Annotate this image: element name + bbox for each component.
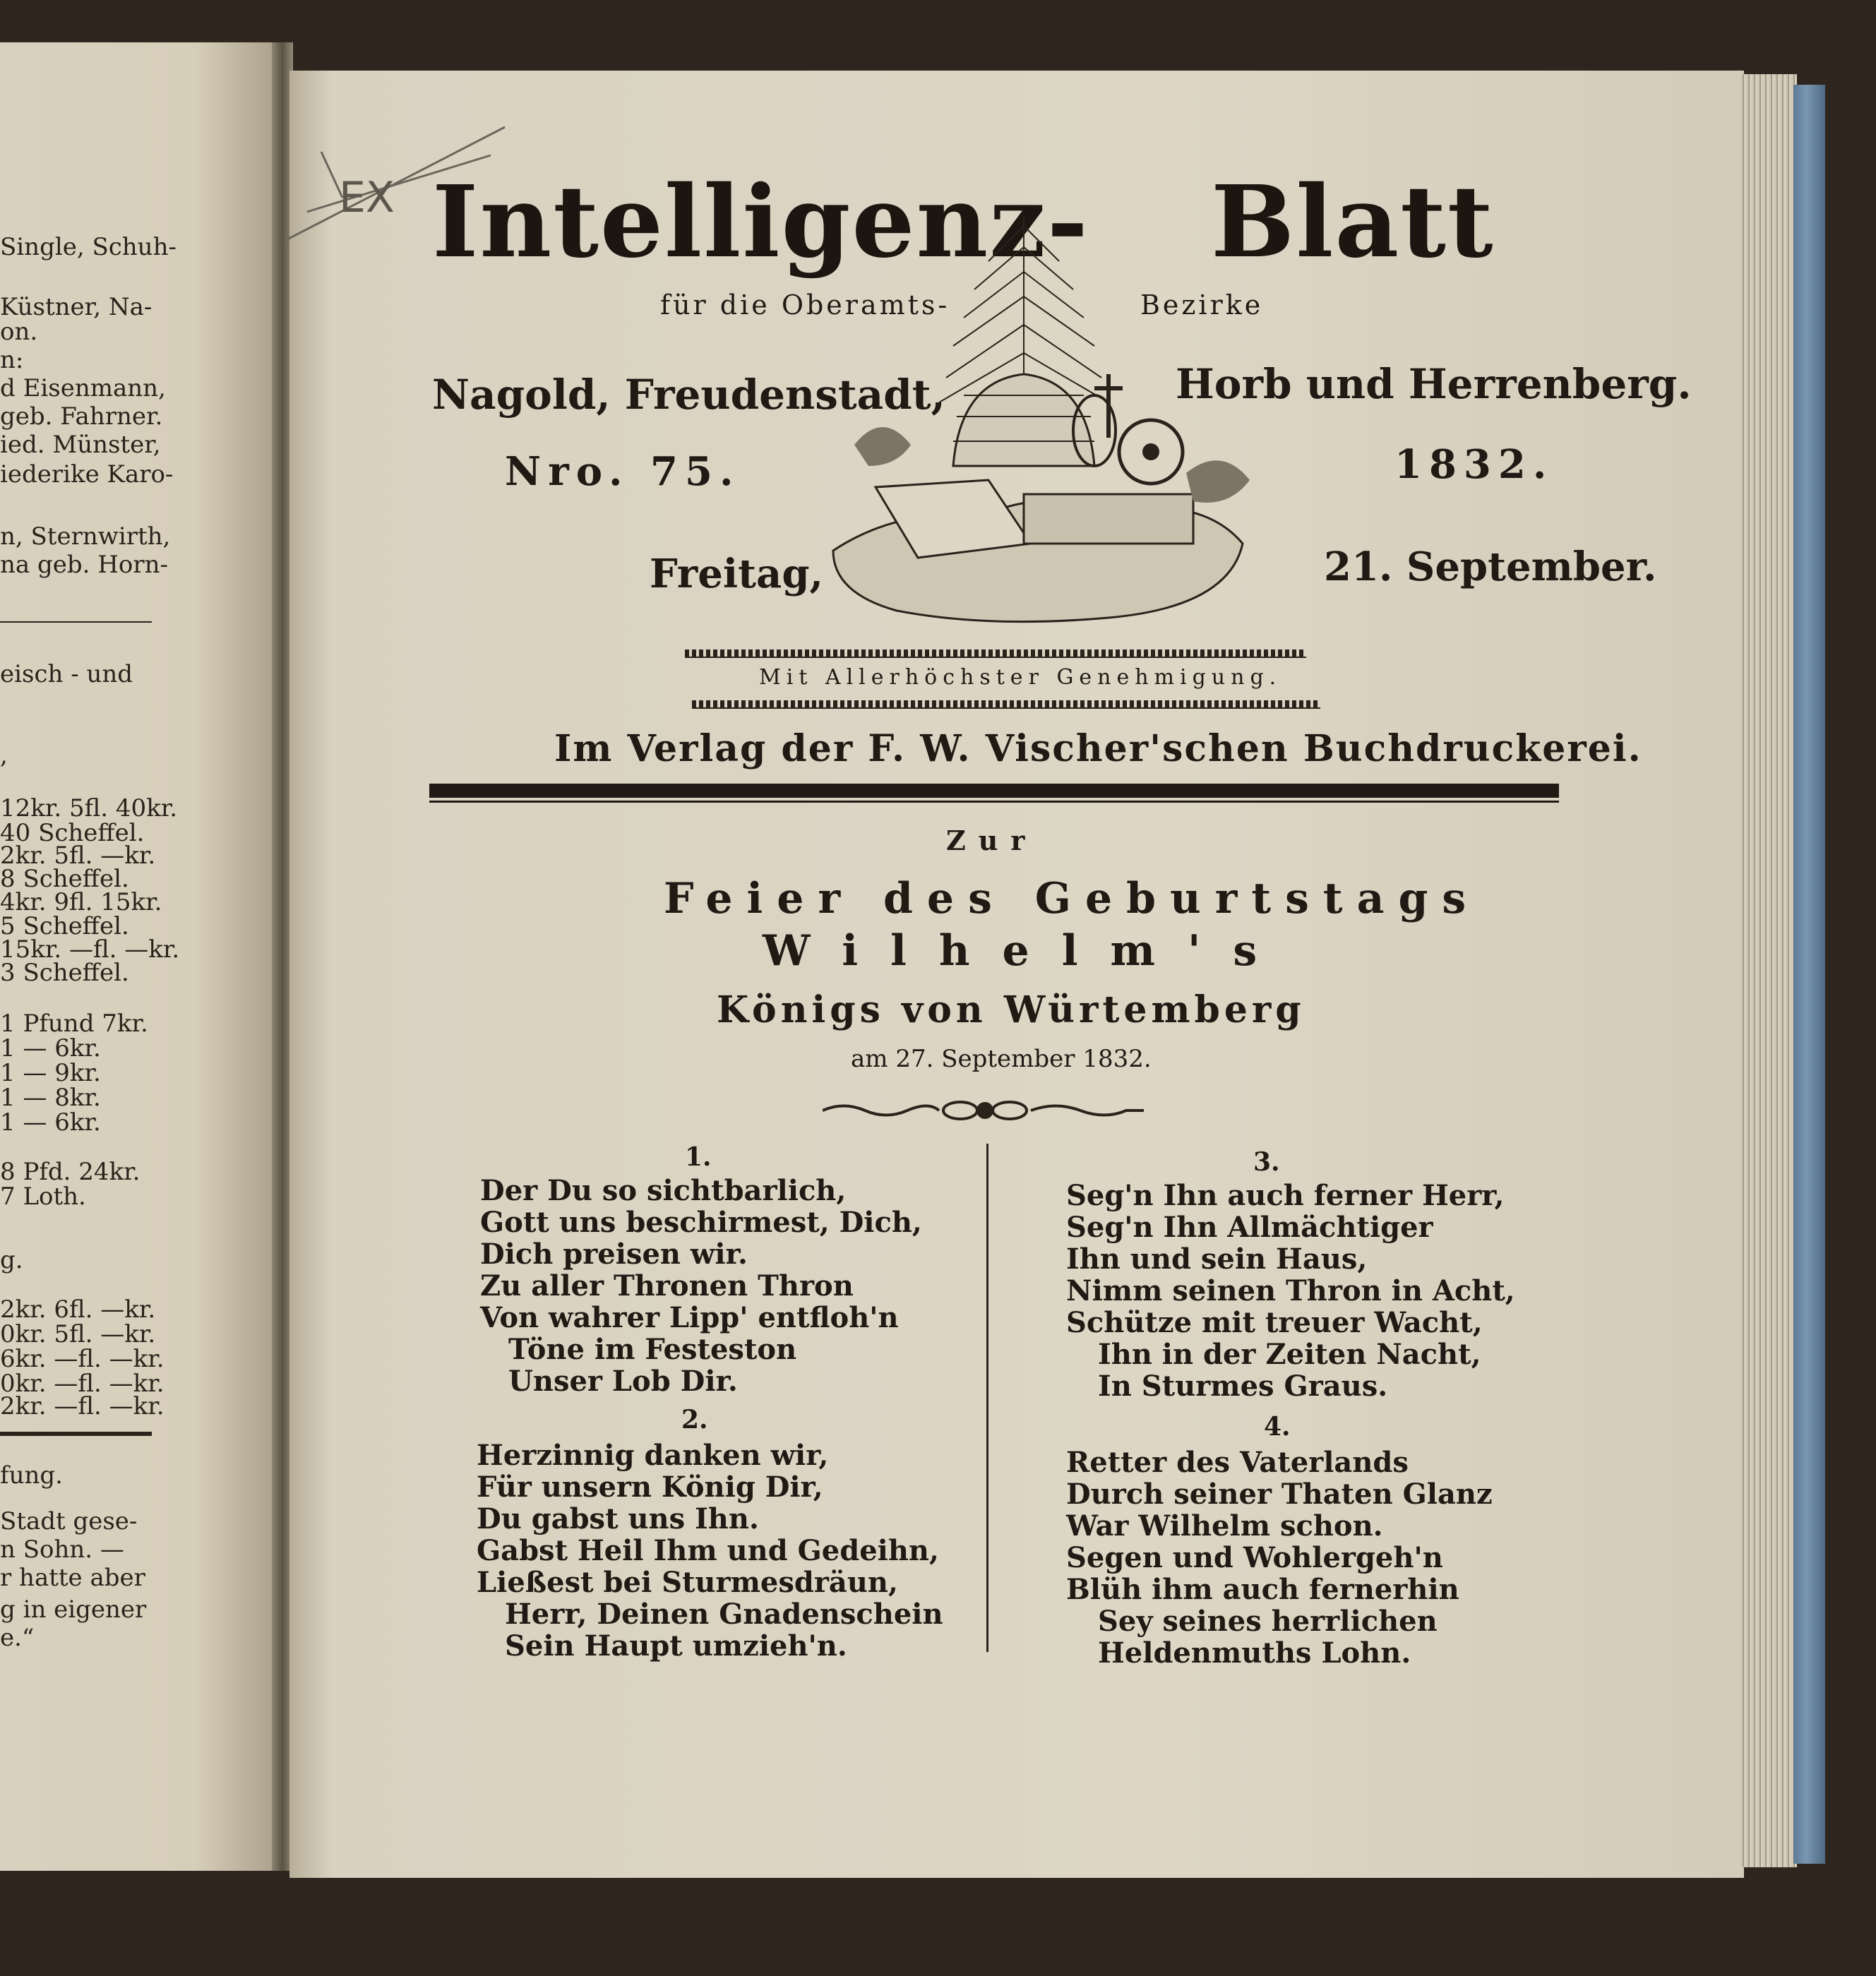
masthead-title-right: Blatt (1211, 164, 1495, 280)
verse-line: In Sturmes Graus. (1098, 1370, 1388, 1403)
left-page-line: ied. Münster, (0, 431, 161, 459)
left-page-line: on. (0, 318, 38, 346)
verse-line: Schütze mit treuer Wacht, (1066, 1306, 1483, 1339)
masthead-divider (429, 784, 1559, 798)
verse-line: Seg'n Ihn Allmächtiger (1066, 1211, 1433, 1244)
masthead-vignette-icon (812, 212, 1264, 635)
left-page-line: 8 Pfd. 24kr. (0, 1158, 141, 1186)
verse-line: Durch seiner Thaten Glanz (1066, 1478, 1493, 1511)
left-page-line: n, Sternwirth, (0, 522, 171, 551)
verse-number: 2. (681, 1405, 708, 1435)
left-page-line: g in eigener (0, 1595, 147, 1624)
left-page-line: g. (0, 1246, 23, 1274)
left-page-line: eisch - und (0, 660, 133, 688)
verse-line: Blüh ihm auch fernerhin (1066, 1573, 1459, 1606)
verse-line: Der Du so sichtbarlich, (480, 1174, 847, 1207)
left-page-line: iederike Karo- (0, 460, 174, 489)
left-page-line: 0kr. 5fl. —kr. (0, 1320, 156, 1348)
verse-line: Ließest bei Sturmesdräun, (477, 1566, 898, 1599)
issue-date: 21. September. (1324, 544, 1657, 590)
verse-line: Für unsern König Dir, (477, 1471, 823, 1504)
pencil-mark-text: EX (339, 173, 395, 222)
masthead-places-right: Horb und Herrenberg. (1176, 360, 1692, 408)
left-page-line: Küstner, Na- (0, 293, 153, 321)
left-page-line: 1 — 8kr. (0, 1084, 101, 1112)
permission-note: Mit Allerhöchster Genehmigung. (759, 665, 1282, 690)
left-page-line: 1 — 6kr. (0, 1108, 101, 1137)
verse-line: Dich preisen wir. (480, 1238, 748, 1271)
ornamental-rule-top (685, 649, 1306, 658)
column-divider (986, 1144, 988, 1652)
left-page-line: d Eisenmann, (0, 374, 166, 402)
verse-line: Seg'n Ihn auch ferner Herr, (1066, 1179, 1505, 1212)
verse-line: Ihn und sein Haus, (1066, 1243, 1368, 1276)
issue-year: 1832. (1394, 441, 1554, 488)
left-page-line: 2kr. 5fl. —kr. (0, 842, 156, 870)
heading-zur: Zur (946, 825, 1038, 856)
verse-line: Du gabst uns Ihn. (477, 1502, 759, 1535)
issue-number: Nro. 75. (505, 448, 741, 495)
left-page-line: 0kr. —fl. —kr. (0, 1370, 165, 1398)
left-page-line: 1 — 6kr. (0, 1034, 101, 1062)
left-page-line: e.“ (0, 1624, 35, 1652)
left-page-rule (0, 1432, 152, 1436)
verse-line: Herr, Deinen Gnadenschein (505, 1598, 943, 1631)
verse-number: 3. (1253, 1147, 1280, 1177)
heading-koenigs: Königs von Würtemberg (717, 988, 1306, 1031)
masthead-sub-left: für die Oberamts- (660, 289, 950, 321)
verse-line: Heldenmuths Lohn. (1098, 1636, 1411, 1670)
left-page-line: 7 Loth. (0, 1182, 86, 1211)
left-page-line: 6kr. —fl. —kr. (0, 1345, 165, 1373)
masthead-sub-right: Bezirke (1140, 289, 1264, 321)
verse-line: Retter des Vaterlands (1066, 1446, 1409, 1479)
heading-wilhelms: Wilhelm's (763, 926, 1290, 976)
left-page-line: 1 — 9kr. (0, 1059, 101, 1087)
left-page-line: 15kr. —fl. —kr. (0, 935, 180, 964)
verse-line: Von wahrer Lipp' entfloh'n (480, 1301, 899, 1334)
verse-line: Ihn in der Zeiten Nacht, (1098, 1338, 1481, 1371)
left-page-line: 1 Pfund 7kr. (0, 1010, 148, 1038)
verse-line: Unser Lob Dir. (508, 1365, 738, 1398)
ornament-icon (823, 1098, 1147, 1123)
left-page-line: 5 Scheffel. (0, 912, 129, 940)
left-page-line: 2kr. 6fl. —kr. (0, 1295, 156, 1324)
left-page-line: geb. Fahrner. (0, 402, 163, 431)
issue-weekday: Freitag, (650, 551, 823, 597)
left-page-rule (0, 621, 152, 623)
left-page-line: na geb. Horn- (0, 551, 168, 579)
left-page-line: 2kr. —fl. —kr. (0, 1392, 165, 1420)
verse-line: Gott uns beschirmest, Dich, (480, 1206, 922, 1239)
heading-date: am 27. September 1832. (851, 1045, 1152, 1073)
left-page-line: Stadt gese- (0, 1507, 138, 1535)
masthead-places-left: Nagold, Freudenstadt, (432, 371, 945, 419)
left-page-line: r hatte aber (0, 1564, 145, 1592)
left-page-line: 40 Scheffel. (0, 819, 145, 847)
masthead-title-left: Intelligenz- (432, 164, 1089, 280)
left-page-line: n: (0, 346, 24, 374)
verse-line: Herzinnig danken wir, (477, 1439, 829, 1472)
left-page-line: 4kr. 9fl. 15kr. (0, 888, 162, 916)
verse-line: Nimm seinen Thron in Acht, (1066, 1274, 1515, 1307)
verse-line: Sein Haupt umzieh'n. (505, 1629, 847, 1663)
verse-line: Zu aller Thronen Thron (480, 1269, 854, 1303)
verse-number: 1. (685, 1142, 712, 1172)
left-page-line: , (0, 741, 8, 770)
verse-line: Segen und Wohlergeh'n (1066, 1541, 1443, 1574)
left-page-line: 12kr. 5fl. 40kr. (0, 794, 178, 822)
publisher-line: Im Verlag der F. W. Vischer'schen Buchdruckerei. (554, 727, 1642, 770)
verse-line: Töne im Festeston (508, 1333, 797, 1366)
heading-feier: Feier des Geburtstags (664, 874, 1481, 923)
verse-line: War Wilhelm schon. (1066, 1509, 1383, 1543)
left-page-line: 3 Scheffel. (0, 959, 129, 987)
left-page-line: 8 Scheffel. (0, 865, 129, 893)
left-page (0, 42, 279, 1871)
left-page-line: n Sohn. — (0, 1535, 124, 1564)
ornamental-rule-bottom (692, 700, 1320, 709)
page-edges (1740, 74, 1797, 1867)
left-page-line: Single, Schuh- (0, 233, 177, 261)
verse-line: Sey seines herrlichen (1098, 1605, 1438, 1638)
verse-number: 4. (1264, 1412, 1291, 1442)
verse-line: Gabst Heil Ihm und Gedeihn, (477, 1534, 939, 1567)
book-cover-edge (1793, 85, 1825, 1864)
left-page-line: fung. (0, 1461, 63, 1490)
